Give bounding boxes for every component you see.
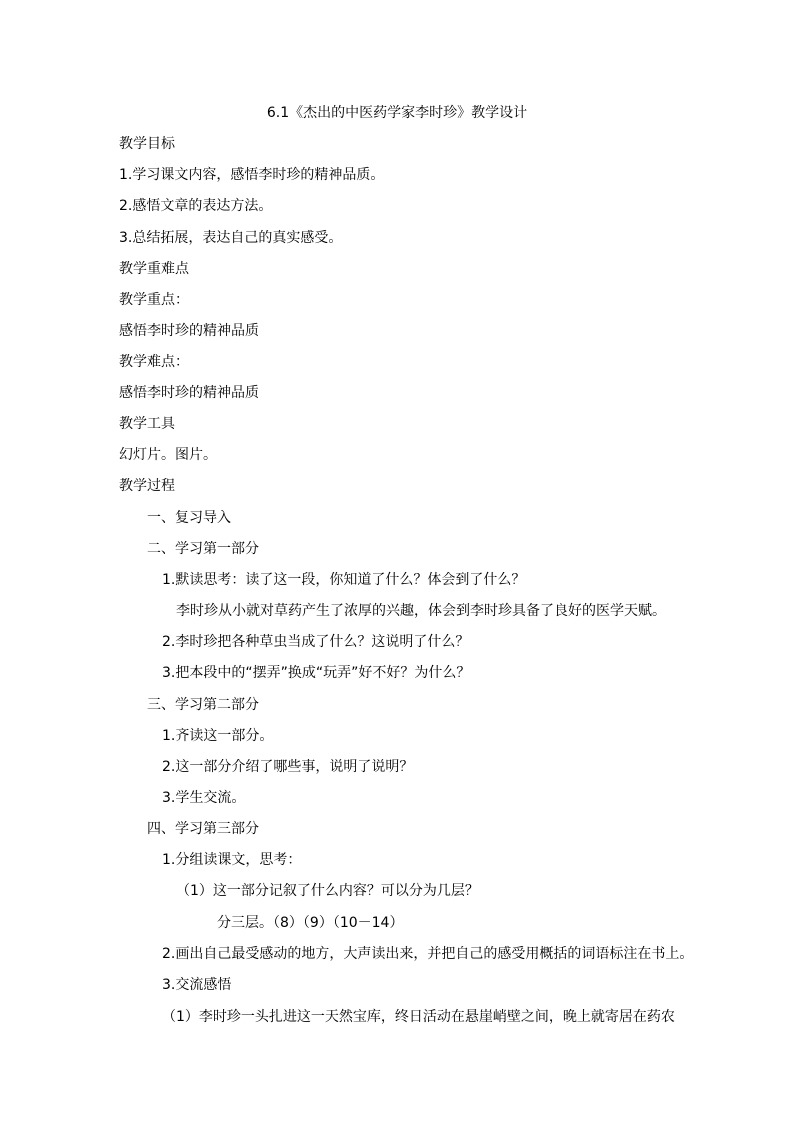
paragraph: 1.齐读这一部分。 xyxy=(162,728,274,744)
paragraph: 幻灯片。图片。 xyxy=(119,447,217,463)
paragraph: 教学难点： xyxy=(119,354,189,370)
paragraph: 1.默读思考：读了这一段，你知道了什么？体会到了什么？ xyxy=(162,572,526,588)
subheading: 一、复习导入 xyxy=(147,510,231,526)
paragraph: 分三层。（8）（9）（10－14） xyxy=(217,915,404,931)
section-heading-objectives: 教学目标 xyxy=(119,136,175,152)
paragraph: （1）这一部分记叙了什么内容？可以分为几层？ xyxy=(176,883,479,899)
paragraph: 感悟李时珍的精神品质 xyxy=(119,385,259,401)
paragraph: 李时珍从小就对草药产生了浓厚的兴趣，体会到李时珍具备了良好的医学天赋。 xyxy=(176,603,666,619)
section-heading-key-points: 教学重难点 xyxy=(119,261,189,277)
section-heading-process: 教学过程 xyxy=(119,478,175,494)
paragraph: （1）李时珍一头扎进这一天然宝库，终日活动在悬崖峭壁之间，晚上就寄居在药农 xyxy=(162,1009,675,1025)
subheading: 三、学习第二部分 xyxy=(147,697,259,713)
paragraph: 3.交流感悟 xyxy=(162,977,232,993)
subheading: 二、学习第一部分 xyxy=(147,541,259,557)
paragraph: 1.分组读课文，思考： xyxy=(162,852,302,868)
paragraph: 2.李时珍把各种草虫当成了什么？这说明了什么？ xyxy=(162,634,470,650)
paragraph: 3.把本段中的“摆弄”换成“玩弄”好不好？为什么？ xyxy=(162,665,471,681)
paragraph: 3.学生交流。 xyxy=(162,790,246,806)
section-heading-tools: 教学工具 xyxy=(119,416,175,432)
paragraph: 2.画出自己最受感动的地方，大声读出来，并把自己的感受用概括的词语标注在书上。 xyxy=(162,946,694,962)
paragraph: 3.总结拓展，表达自己的真实感受。 xyxy=(119,230,343,246)
paragraph: 教学重点： xyxy=(119,292,189,308)
subheading: 四、学习第三部分 xyxy=(147,821,259,837)
paragraph: 感悟李时珍的精神品质 xyxy=(119,323,259,339)
paragraph: 2.这一部分介绍了哪些事，说明了说明？ xyxy=(162,759,414,775)
document-title: 6.1《杰出的中医药学家李时珍》教学设计 xyxy=(266,105,528,121)
paragraph: 2.感悟文章的表达方法。 xyxy=(119,198,273,214)
paragraph: 1.学习课文内容，感悟李时珍的精神品质。 xyxy=(119,167,385,183)
